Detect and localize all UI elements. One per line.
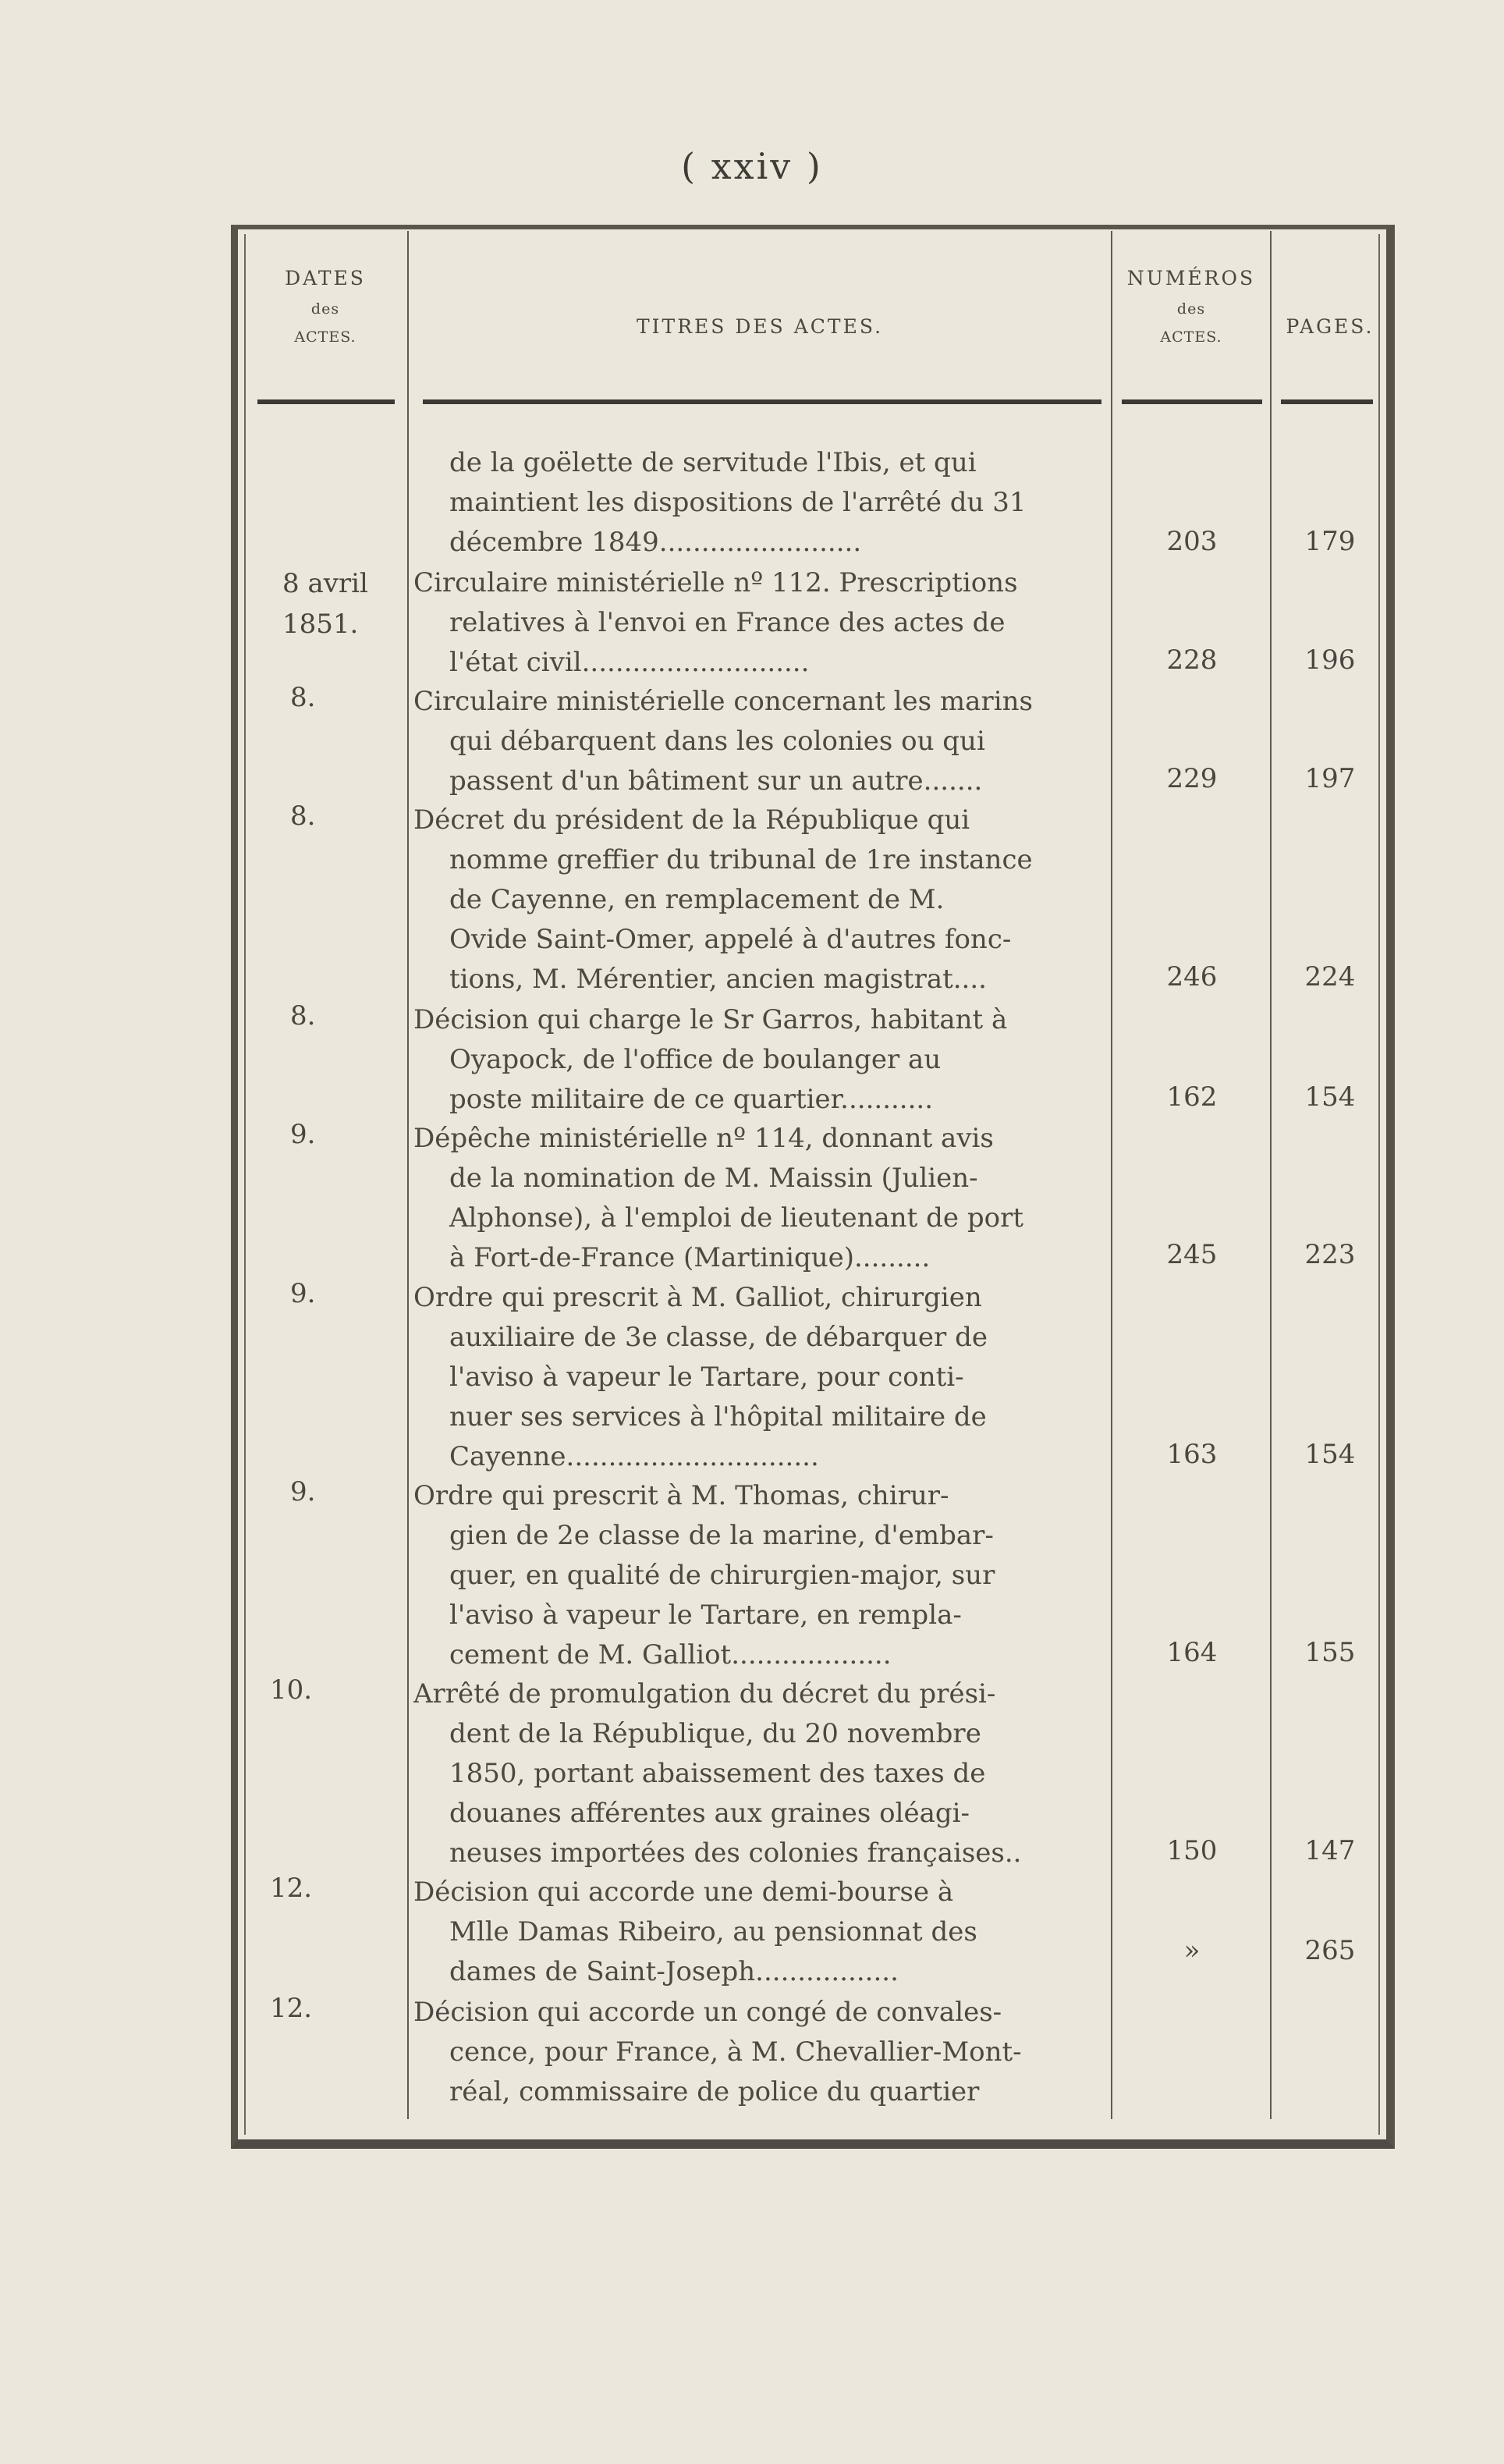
act-number: 229: [1166, 763, 1218, 794]
act-number: 150: [1166, 1835, 1218, 1866]
title-line: 1850, portant abaissement des taxes de: [449, 1758, 986, 1789]
title-line: passent d'un bâtiment sur un autre.......: [449, 765, 983, 797]
title-line: l'aviso à vapeur le Tartare, pour conti-: [449, 1362, 964, 1393]
page-number: 147: [1304, 1835, 1356, 1866]
row-date: 9.: [290, 1119, 316, 1150]
title-line: gien de 2e classe de la marine, d'embar-: [449, 1520, 994, 1551]
page-number: 154: [1304, 1439, 1356, 1470]
page-number: 223: [1304, 1239, 1356, 1270]
title-line: nuer ses services à l'hôpital militaire de: [449, 1401, 987, 1433]
title-line: l'état civil...........................: [449, 647, 810, 678]
title-line: qui débarquent dans les colonies ou qui: [449, 726, 985, 757]
act-number: 245: [1166, 1239, 1218, 1270]
title-line: Cayenne..............................: [449, 1441, 819, 1472]
title-line: décembre 1849........................: [449, 527, 862, 558]
title-line: Dépêche ministérielle nº 114, donnant avis: [413, 1123, 994, 1154]
header-dates: [243, 267, 407, 346]
row-title: [413, 1873, 1108, 1992]
title-line: cement de M. Galliot...................: [449, 1639, 892, 1670]
row-date: 10.: [270, 1674, 313, 1706]
act-number: »: [1183, 1935, 1201, 1966]
page-header: ( xxiv ): [681, 145, 823, 187]
title-line: Décision qui accorde un congé de convales-: [413, 1997, 1002, 2028]
row-title: [413, 1278, 1108, 1477]
row-date: 8.: [290, 682, 316, 713]
title-line: Circulaire ministérielle concernant les marins: [413, 686, 1033, 717]
title-line: Circulaire ministérielle nº 112. Prescriptions: [413, 567, 1018, 598]
row-title: [413, 1674, 1108, 1873]
page-number: 196: [1304, 644, 1356, 676]
title-line: Décision qui charge le Sr Garros, habitant à: [413, 1004, 1008, 1035]
act-number: 162: [1166, 1081, 1218, 1113]
title-line: maintient les dispositions de l'arrêté du 31: [449, 487, 1027, 518]
title-line: Décret du président de la République qui: [413, 804, 970, 836]
page-number: 224: [1304, 961, 1356, 992]
title-line: à Fort-de-France (Martinique).........: [449, 1242, 931, 1273]
header-numbers-line3: ACTES.: [1160, 328, 1222, 346]
title-line: dent de la République, du 20 novembre: [449, 1718, 981, 1749]
title-line: de la nomination de M. Maissin (Julien-: [449, 1163, 978, 1194]
title-line: tions, M. Mérentier, ancien magistrat....: [449, 964, 987, 995]
page-number: 155: [1304, 1637, 1356, 1668]
page-number: 154: [1304, 1081, 1356, 1113]
column-divider-dates: [407, 231, 409, 2119]
title-line: Décision qui accorde une demi-bourse à: [413, 1876, 954, 1908]
header-rule-dates: [257, 399, 395, 404]
header-dates-line3: ACTES.: [294, 328, 356, 346]
title-line: l'aviso à vapeur le Tartare, en rempla-: [449, 1599, 962, 1631]
header-numbers: [1112, 267, 1270, 346]
row-title: [413, 1119, 1108, 1278]
row-title: [413, 563, 1108, 683]
row-date: 9.: [290, 1278, 316, 1309]
act-number: 228: [1166, 644, 1218, 676]
header-numbers-line1: NUMÉROS: [1126, 267, 1256, 289]
header-rule-numbers: [1122, 399, 1262, 404]
title-line: Arrêté de promulgation du décret du prési-: [413, 1678, 996, 1710]
page-number: 179: [1304, 526, 1356, 557]
row-date: 8.: [290, 801, 316, 832]
page-number: 197: [1304, 763, 1356, 794]
page-number: 265: [1304, 1935, 1356, 1966]
title-line: quer, en qualité de chirurgien-major, sur: [449, 1560, 995, 1591]
row-date: 8.: [290, 1000, 316, 1031]
act-number: 203: [1166, 526, 1218, 557]
title-line: de Cayenne, en remplacement de M.: [449, 884, 945, 915]
act-number: 246: [1166, 961, 1218, 992]
row-date: 12.: [270, 1873, 313, 1904]
row-title: [413, 1000, 1108, 1120]
row-date: 8 avril 1851.: [282, 568, 368, 640]
row-title: [413, 443, 1108, 563]
title-line: auxiliaire de 3e classe, de débarquer de: [449, 1322, 988, 1353]
title-line: nomme greffier du tribunal de 1re instance: [449, 844, 1033, 875]
title-line: de la goëlette de servitude l'Ibis, et qui: [449, 447, 977, 478]
row-title: [413, 1993, 1108, 2112]
header-rule-titles: [423, 399, 1101, 404]
header-titles: TITRES DES ACTES.: [636, 315, 884, 338]
title-line: Oyapock, de l'office de boulanger au: [449, 1044, 942, 1075]
header-pages: PAGES.: [1286, 315, 1375, 338]
act-number: 164: [1166, 1637, 1218, 1668]
title-line: Ordre qui prescrit à M. Galliot, chirurgien: [413, 1282, 982, 1313]
header-dates-line1: DATES: [285, 267, 366, 289]
title-line: Alphonse), à l'emploi de lieutenant de port: [449, 1202, 1023, 1234]
header-dates-line2: des: [310, 300, 340, 318]
title-line: réal, commissaire de police du quartier: [449, 2076, 980, 2107]
title-line: neuses importées des colonies françaises..: [449, 1837, 1022, 1869]
header-rule-pages: [1281, 399, 1373, 404]
title-line: dames de Saint-Joseph.................: [449, 1956, 899, 1987]
title-line: Ovide Saint-Omer, appelé à d'autres fonc-: [449, 924, 1012, 955]
row-date: 9.: [290, 1476, 316, 1507]
title-line: Ordre qui prescrit à M. Thomas, chirur-: [413, 1480, 949, 1511]
row-title: [413, 682, 1108, 801]
header-numbers-line2: des: [1176, 300, 1206, 318]
row-date: 12.: [270, 1993, 313, 2024]
title-line: douanes afférentes aux graines oléagi-: [449, 1798, 970, 1829]
title-line: Mlle Damas Ribeiro, au pensionnat des: [449, 1916, 977, 1947]
row-title: [413, 801, 1108, 999]
title-line: relatives à l'envoi en France des actes de: [449, 607, 1006, 638]
act-number: 163: [1166, 1439, 1218, 1470]
column-divider-titles: [1111, 231, 1112, 2119]
title-line: poste militaire de ce quartier...........: [449, 1084, 934, 1115]
row-title: [413, 1476, 1108, 1675]
title-line: cence, pour France, à M. Chevallier-Mont-: [449, 2036, 1022, 2068]
